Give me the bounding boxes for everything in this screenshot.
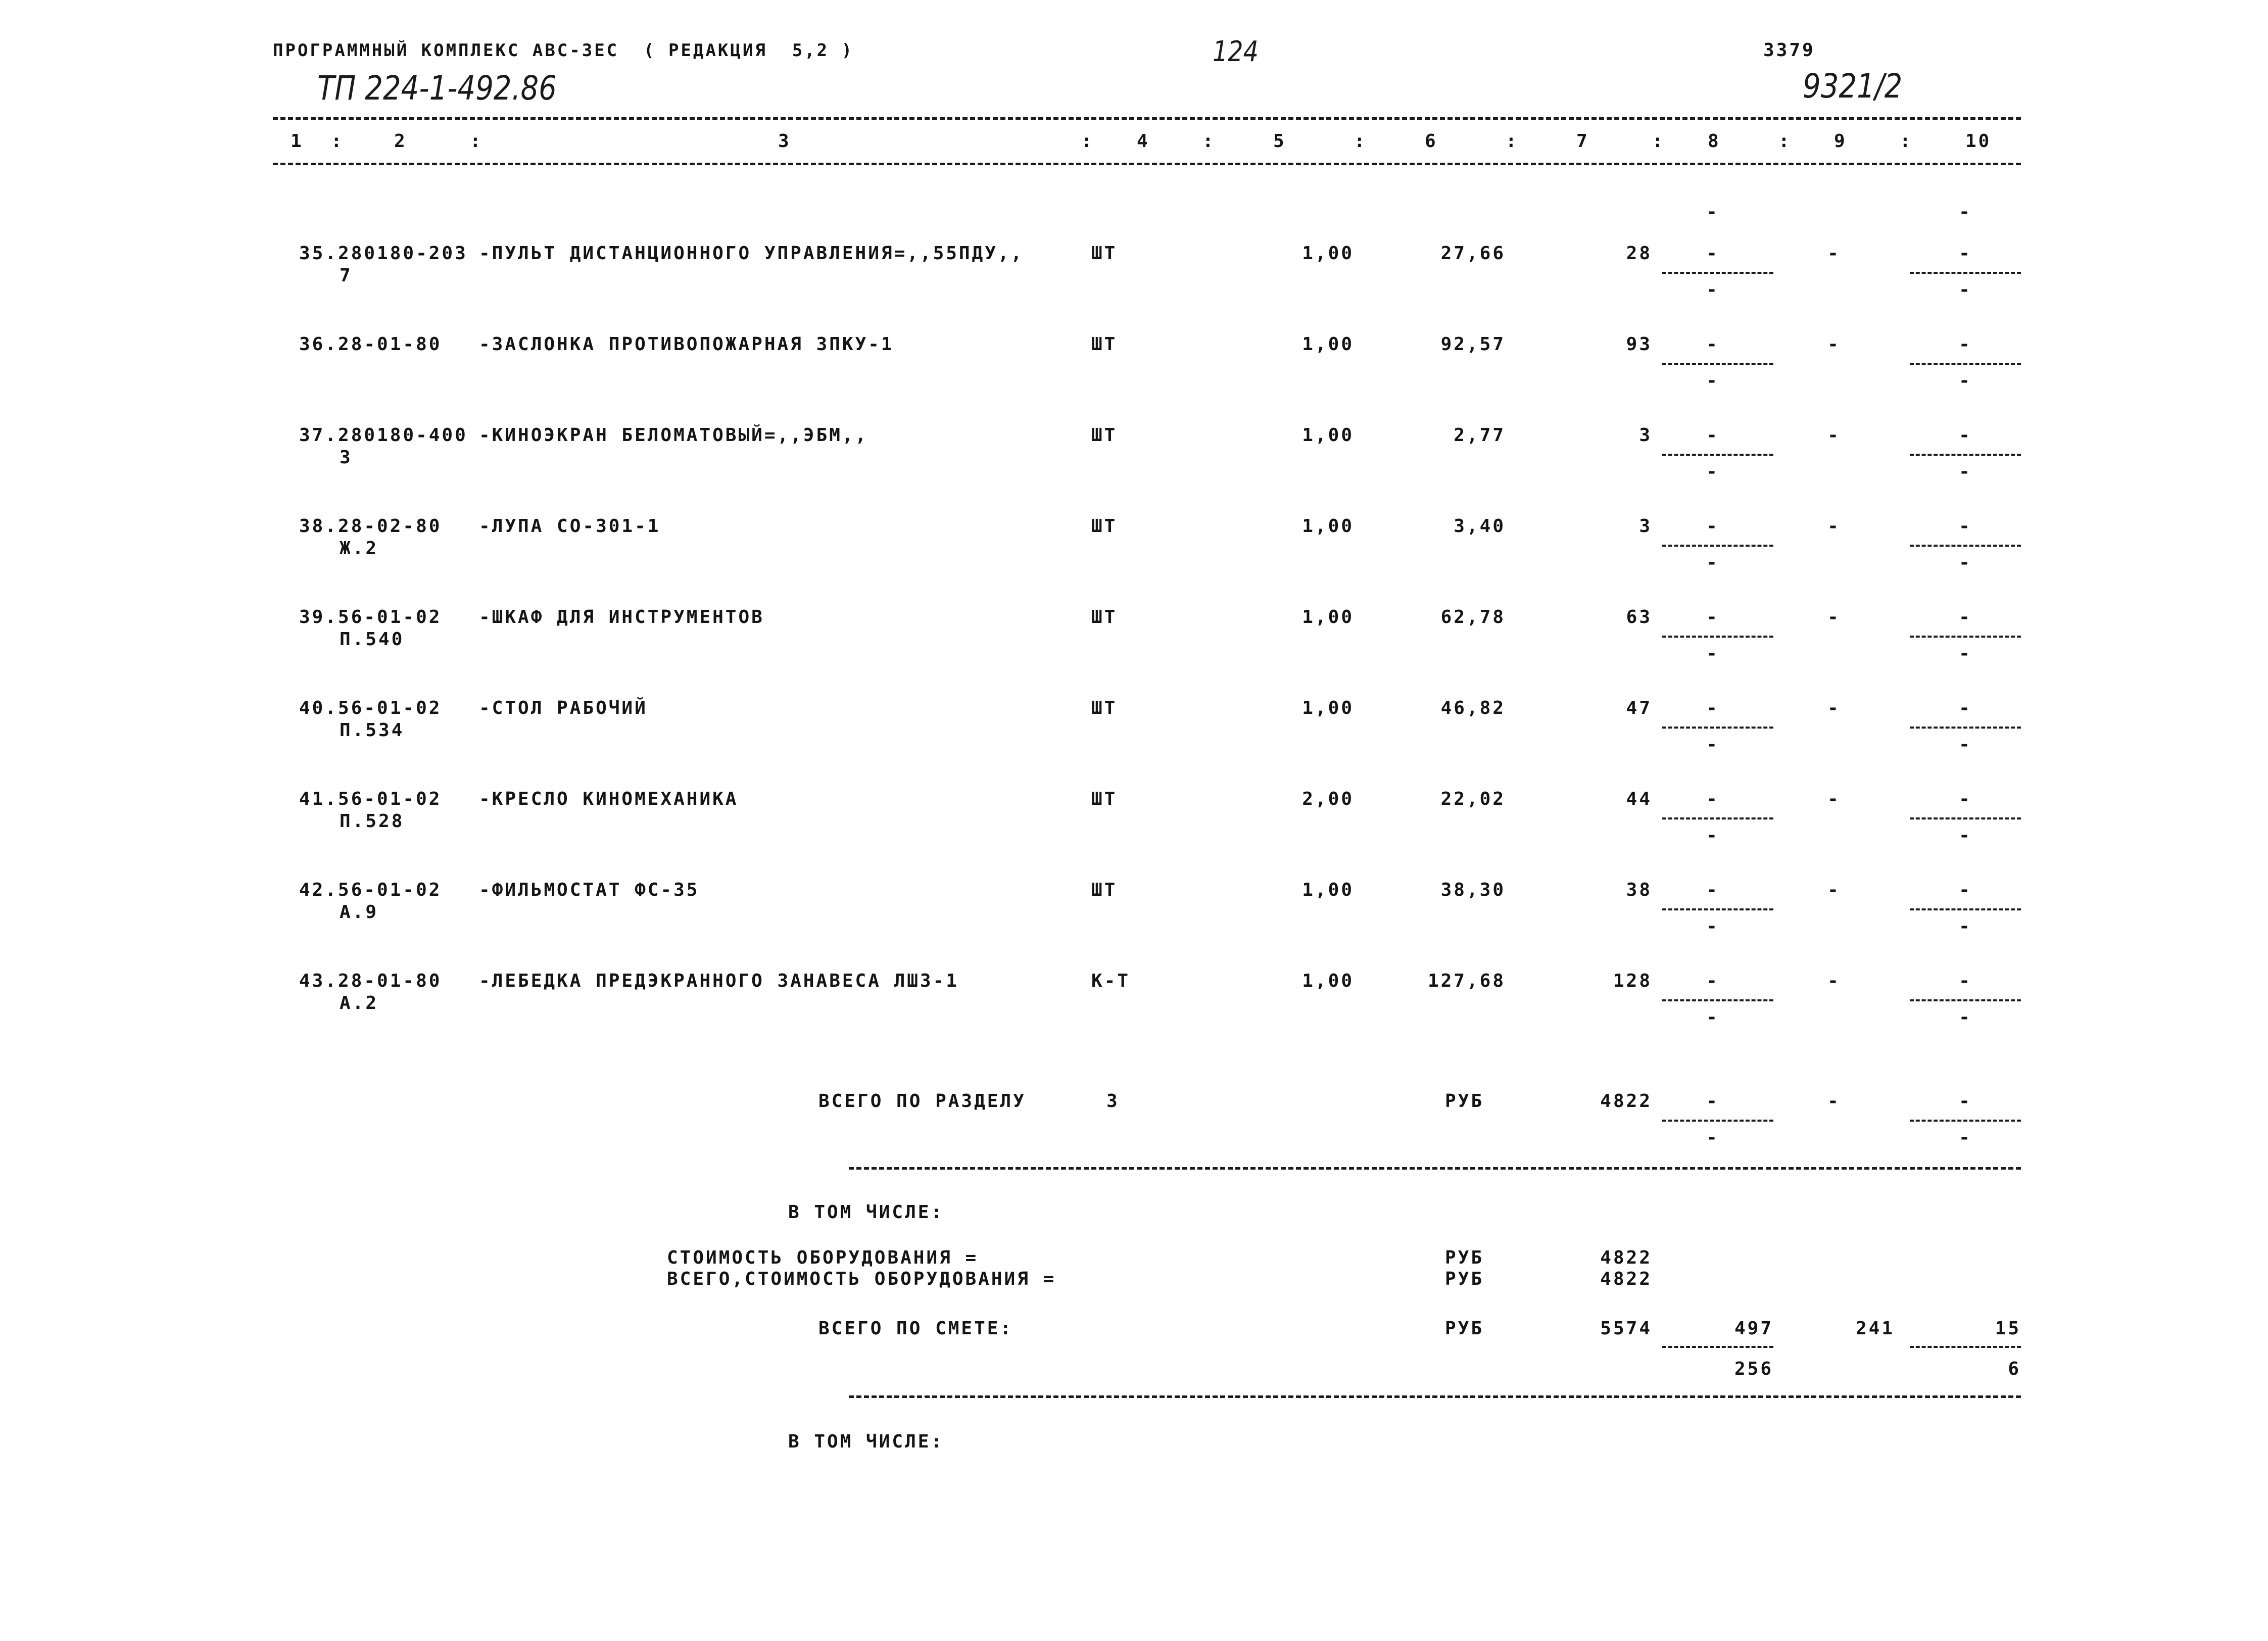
row-col8: - bbox=[1706, 425, 1719, 446]
row-unit: ШТ bbox=[1091, 880, 1118, 900]
row-col8-lower: - bbox=[1706, 370, 1719, 391]
row-quantity: 1,00 bbox=[1302, 516, 1354, 537]
estimate-total-label: ВСЕГО ПО СМЕТЕ: bbox=[818, 1318, 1014, 1339]
row-col8: - bbox=[1706, 334, 1719, 355]
row-total: 44 bbox=[1626, 789, 1652, 809]
row-code: 36.28-01-80 bbox=[299, 334, 442, 355]
row-total: 63 bbox=[1626, 607, 1652, 628]
column-number: 5 bbox=[1273, 131, 1286, 152]
row-unit: ШТ bbox=[1091, 516, 1118, 537]
row-col8-rule bbox=[1662, 727, 1773, 729]
row-price: 46,82 bbox=[1440, 698, 1506, 718]
row-quantity: 1,00 bbox=[1302, 971, 1354, 991]
estimate-total-unit: РУБ bbox=[1445, 1318, 1484, 1339]
section-rule bbox=[849, 1167, 2021, 1170]
row-col8-lower: - bbox=[1706, 825, 1719, 846]
row-unit: К-Т bbox=[1091, 971, 1131, 991]
column-separator: : bbox=[470, 131, 483, 152]
row-col10: - bbox=[1959, 880, 1972, 900]
row-price: 127,68 bbox=[1427, 971, 1506, 991]
row-code: 39.56-01-02 bbox=[299, 607, 442, 628]
row-col10-rule bbox=[1910, 727, 2021, 729]
column-number: 3 bbox=[778, 131, 791, 152]
column-separator: : bbox=[1506, 131, 1519, 152]
row-code-extra: П.534 bbox=[340, 720, 405, 741]
row-col10-lower: - bbox=[1959, 734, 1972, 755]
row-col8-lower: - bbox=[1706, 552, 1719, 573]
row-code: 38.28-02-80 bbox=[299, 516, 442, 537]
including-heading-1: В ТОМ ЧИСЛЕ: bbox=[788, 1202, 944, 1223]
row-total: 38 bbox=[1626, 880, 1652, 900]
row-price: 62,78 bbox=[1440, 607, 1506, 628]
row-quantity: 1,00 bbox=[1302, 334, 1354, 355]
row-col8-rule bbox=[1662, 545, 1773, 547]
section-total-section: 3 bbox=[1106, 1091, 1120, 1112]
column-number: 7 bbox=[1576, 131, 1589, 152]
top-dash-col8: - bbox=[1706, 202, 1719, 222]
section-total-c8-rule bbox=[1662, 1120, 1773, 1122]
row-col9: - bbox=[1827, 971, 1841, 991]
row-name: -ПУЛЬТ ДИСТАНЦИОННОГО УПРАВЛЕНИЯ=,,55ПДУ,, bbox=[479, 243, 1024, 264]
row-col10: - bbox=[1959, 516, 1972, 537]
row-col8-rule bbox=[1662, 272, 1773, 274]
estimate-total-c8b: 256 bbox=[1734, 1359, 1773, 1379]
row-col8: - bbox=[1706, 516, 1719, 537]
section-total-c8: - bbox=[1706, 1091, 1719, 1112]
row-price: 2,77 bbox=[1454, 425, 1506, 446]
album-code: 9321/2 bbox=[1803, 67, 1903, 106]
row-col9: - bbox=[1827, 243, 1841, 264]
row-col8-rule bbox=[1662, 817, 1773, 819]
equipment-value-1: 4822 bbox=[1600, 1247, 1652, 1268]
equipment-label-2: ВСЕГО,СТОИМОСТЬ ОБОРУДОВАНИЯ = bbox=[667, 1269, 1056, 1289]
row-code-extra: П.528 bbox=[340, 811, 405, 832]
section-total-value: 4822 bbox=[1600, 1091, 1652, 1112]
row-name: -СТОЛ РАБОЧИЙ bbox=[479, 698, 648, 718]
row-code: 37.280180-400 bbox=[299, 425, 468, 446]
column-separator: : bbox=[1081, 131, 1094, 152]
row-quantity: 1,00 bbox=[1302, 698, 1354, 718]
row-price: 92,57 bbox=[1440, 334, 1506, 355]
row-unit: ШТ bbox=[1091, 607, 1118, 628]
row-col8: - bbox=[1706, 243, 1719, 264]
row-unit: ШТ bbox=[1091, 789, 1118, 809]
row-col10: - bbox=[1959, 243, 1972, 264]
row-price: 38,30 bbox=[1440, 880, 1506, 900]
row-col9: - bbox=[1827, 607, 1841, 628]
row-col10-rule bbox=[1910, 817, 2021, 819]
project-code: ТП 224-1-492.86 bbox=[317, 69, 557, 108]
row-col10-lower: - bbox=[1959, 1007, 1972, 1028]
row-total: 128 bbox=[1613, 971, 1652, 991]
row-col8-lower: - bbox=[1706, 643, 1719, 664]
row-price: 27,66 bbox=[1440, 243, 1506, 264]
row-col10-rule bbox=[1910, 363, 2021, 365]
row-total: 93 bbox=[1626, 334, 1652, 355]
row-col9: - bbox=[1827, 516, 1841, 537]
row-unit: ШТ bbox=[1091, 425, 1118, 446]
row-col9: - bbox=[1827, 425, 1841, 446]
row-col10: - bbox=[1959, 789, 1972, 809]
row-name: -КРЕСЛО КИНОМЕХАНИКА bbox=[479, 789, 739, 809]
row-code-extra: А.2 bbox=[340, 993, 379, 1013]
estimate-total-c8-rule bbox=[1662, 1346, 1773, 1348]
row-col8-lower: - bbox=[1706, 916, 1719, 937]
header-rule-top bbox=[273, 117, 2021, 120]
row-total: 47 bbox=[1626, 698, 1652, 718]
row-col10-lower: - bbox=[1959, 279, 1972, 300]
estimate-total-c10-rule bbox=[1910, 1346, 2021, 1348]
row-col8-lower: - bbox=[1706, 279, 1719, 300]
row-code: 43.28-01-80 bbox=[299, 971, 442, 991]
column-number: 8 bbox=[1708, 131, 1721, 152]
row-total: 3 bbox=[1639, 425, 1652, 446]
row-col9: - bbox=[1827, 698, 1841, 718]
column-number: 6 bbox=[1425, 131, 1438, 152]
row-col10-lower: - bbox=[1959, 370, 1972, 391]
header-rule-bottom bbox=[273, 163, 2021, 165]
row-code: 42.56-01-02 bbox=[299, 880, 442, 900]
row-col10-rule bbox=[1910, 636, 2021, 638]
estimate-total-c10: 15 bbox=[1995, 1318, 2021, 1339]
row-col10: - bbox=[1959, 971, 1972, 991]
column-separator: : bbox=[1900, 131, 1913, 152]
row-code-extra: 3 bbox=[340, 447, 353, 468]
row-col10-rule bbox=[1910, 454, 2021, 456]
row-total: 28 bbox=[1626, 243, 1652, 264]
column-number: 4 bbox=[1137, 131, 1150, 152]
estimate-total-value: 5574 bbox=[1600, 1318, 1652, 1339]
row-col8-rule bbox=[1662, 636, 1773, 638]
estimate-total-c8: 497 bbox=[1734, 1318, 1773, 1339]
section-total-c8b: - bbox=[1706, 1127, 1719, 1148]
column-separator: : bbox=[1202, 131, 1216, 152]
row-price: 3,40 bbox=[1454, 516, 1506, 537]
row-quantity: 1,00 bbox=[1302, 880, 1354, 900]
equipment-label-1: СТОИМОСТЬ ОБОРУДОВАНИЯ = bbox=[667, 1247, 979, 1268]
row-name: -ЛУПА СО-301-1 bbox=[479, 516, 661, 537]
row-col9: - bbox=[1827, 789, 1841, 809]
row-col8: - bbox=[1706, 971, 1719, 991]
row-code: 40.56-01-02 bbox=[299, 698, 442, 718]
section-total-c10b: - bbox=[1959, 1127, 1972, 1148]
row-col9: - bbox=[1827, 880, 1841, 900]
row-name: -ФИЛЬМОСТАТ ФС-35 bbox=[479, 880, 700, 900]
section-total-label: ВСЕГО ПО РАЗДЕЛУ bbox=[818, 1091, 1026, 1112]
row-col10-rule bbox=[1910, 272, 2021, 274]
row-quantity: 1,00 bbox=[1302, 607, 1354, 628]
row-quantity: 1,00 bbox=[1302, 425, 1354, 446]
row-col8-rule bbox=[1662, 363, 1773, 365]
section-total-c10: - bbox=[1959, 1091, 1972, 1112]
column-separator: : bbox=[1652, 131, 1665, 152]
section-total-c9: - bbox=[1827, 1091, 1841, 1112]
column-separator: : bbox=[1778, 131, 1792, 152]
estimate-rule bbox=[849, 1395, 2021, 1398]
row-col8: - bbox=[1706, 698, 1719, 718]
row-col8-lower: - bbox=[1706, 734, 1719, 755]
row-unit: ШТ bbox=[1091, 334, 1118, 355]
estimate-total-c10b: 6 bbox=[2008, 1359, 2021, 1379]
row-code-extra: А.9 bbox=[340, 902, 379, 923]
column-number: 1 bbox=[291, 131, 304, 152]
row-col10-rule bbox=[1910, 999, 2021, 1001]
row-col10-rule bbox=[1910, 545, 2021, 547]
section-total-unit: РУБ bbox=[1445, 1091, 1484, 1112]
row-col10-lower: - bbox=[1959, 552, 1972, 573]
row-total: 3 bbox=[1639, 516, 1652, 537]
equipment-value-2: 4822 bbox=[1600, 1269, 1652, 1289]
program-title: ПРОГРАММНЫЙ КОМПЛЕКС АВС-ЗЕС ( РЕДАКЦИЯ 5,2 ) bbox=[273, 40, 854, 61]
row-name: -ЗАСЛОНКА ПРОТИВОПОЖАРНАЯ ЗПКУ-1 bbox=[479, 334, 894, 355]
row-quantity: 1,00 bbox=[1302, 243, 1354, 264]
row-col10-lower: - bbox=[1959, 461, 1972, 482]
including-heading-2: В ТОМ ЧИСЛЕ: bbox=[788, 1431, 944, 1452]
row-col10: - bbox=[1959, 607, 1972, 628]
row-col8: - bbox=[1706, 789, 1719, 809]
section-total-c10-rule bbox=[1910, 1120, 2021, 1122]
row-col8: - bbox=[1706, 607, 1719, 628]
row-col8: - bbox=[1706, 880, 1719, 900]
row-name: -КИНОЭКРАН БЕЛОМАТОВЫЙ=,,ЭБМ,, bbox=[479, 425, 868, 446]
row-name: -ШКАФ ДЛЯ ИНСТРУМЕНТОВ bbox=[479, 607, 764, 628]
column-number: 2 bbox=[394, 131, 407, 152]
row-code-extra: П.540 bbox=[340, 629, 405, 650]
estimate-total-c9: 241 bbox=[1855, 1318, 1895, 1339]
page-number: 124 bbox=[1213, 35, 1259, 68]
row-col9: - bbox=[1827, 334, 1841, 355]
row-col8-rule bbox=[1662, 454, 1773, 456]
row-code-extra: Ж.2 bbox=[340, 538, 379, 559]
row-code: 41.56-01-02 bbox=[299, 789, 442, 809]
column-separator: : bbox=[1354, 131, 1367, 152]
sheet-number: 3379 bbox=[1763, 40, 1815, 61]
row-col8-lower: - bbox=[1706, 461, 1719, 482]
row-col10: - bbox=[1959, 425, 1972, 446]
row-col10-lower: - bbox=[1959, 916, 1972, 937]
row-unit: ШТ bbox=[1091, 698, 1118, 718]
column-separator: : bbox=[331, 131, 344, 152]
column-number: 10 bbox=[1965, 131, 1992, 152]
row-col8-rule bbox=[1662, 908, 1773, 910]
row-col10: - bbox=[1959, 334, 1972, 355]
row-col10-lower: - bbox=[1959, 825, 1972, 846]
row-quantity: 2,00 bbox=[1302, 789, 1354, 809]
row-col10: - bbox=[1959, 698, 1972, 718]
equipment-unit-2: РУБ bbox=[1445, 1269, 1484, 1289]
row-code: 35.280180-203 bbox=[299, 243, 468, 264]
row-col8-lower: - bbox=[1706, 1007, 1719, 1028]
column-number: 9 bbox=[1834, 131, 1847, 152]
top-dash-col10: - bbox=[1959, 202, 1972, 222]
row-col10-lower: - bbox=[1959, 643, 1972, 664]
equipment-unit-1: РУБ bbox=[1445, 1247, 1484, 1268]
row-col10-rule bbox=[1910, 908, 2021, 910]
row-name: -ЛЕБЕДКА ПРЕДЭКРАННОГО ЗАНАВЕСА ЛШЗ-1 bbox=[479, 971, 959, 991]
row-unit: ШТ bbox=[1091, 243, 1118, 264]
row-price: 22,02 bbox=[1440, 789, 1506, 809]
row-col8-rule bbox=[1662, 999, 1773, 1001]
row-code-extra: 7 bbox=[340, 265, 353, 286]
